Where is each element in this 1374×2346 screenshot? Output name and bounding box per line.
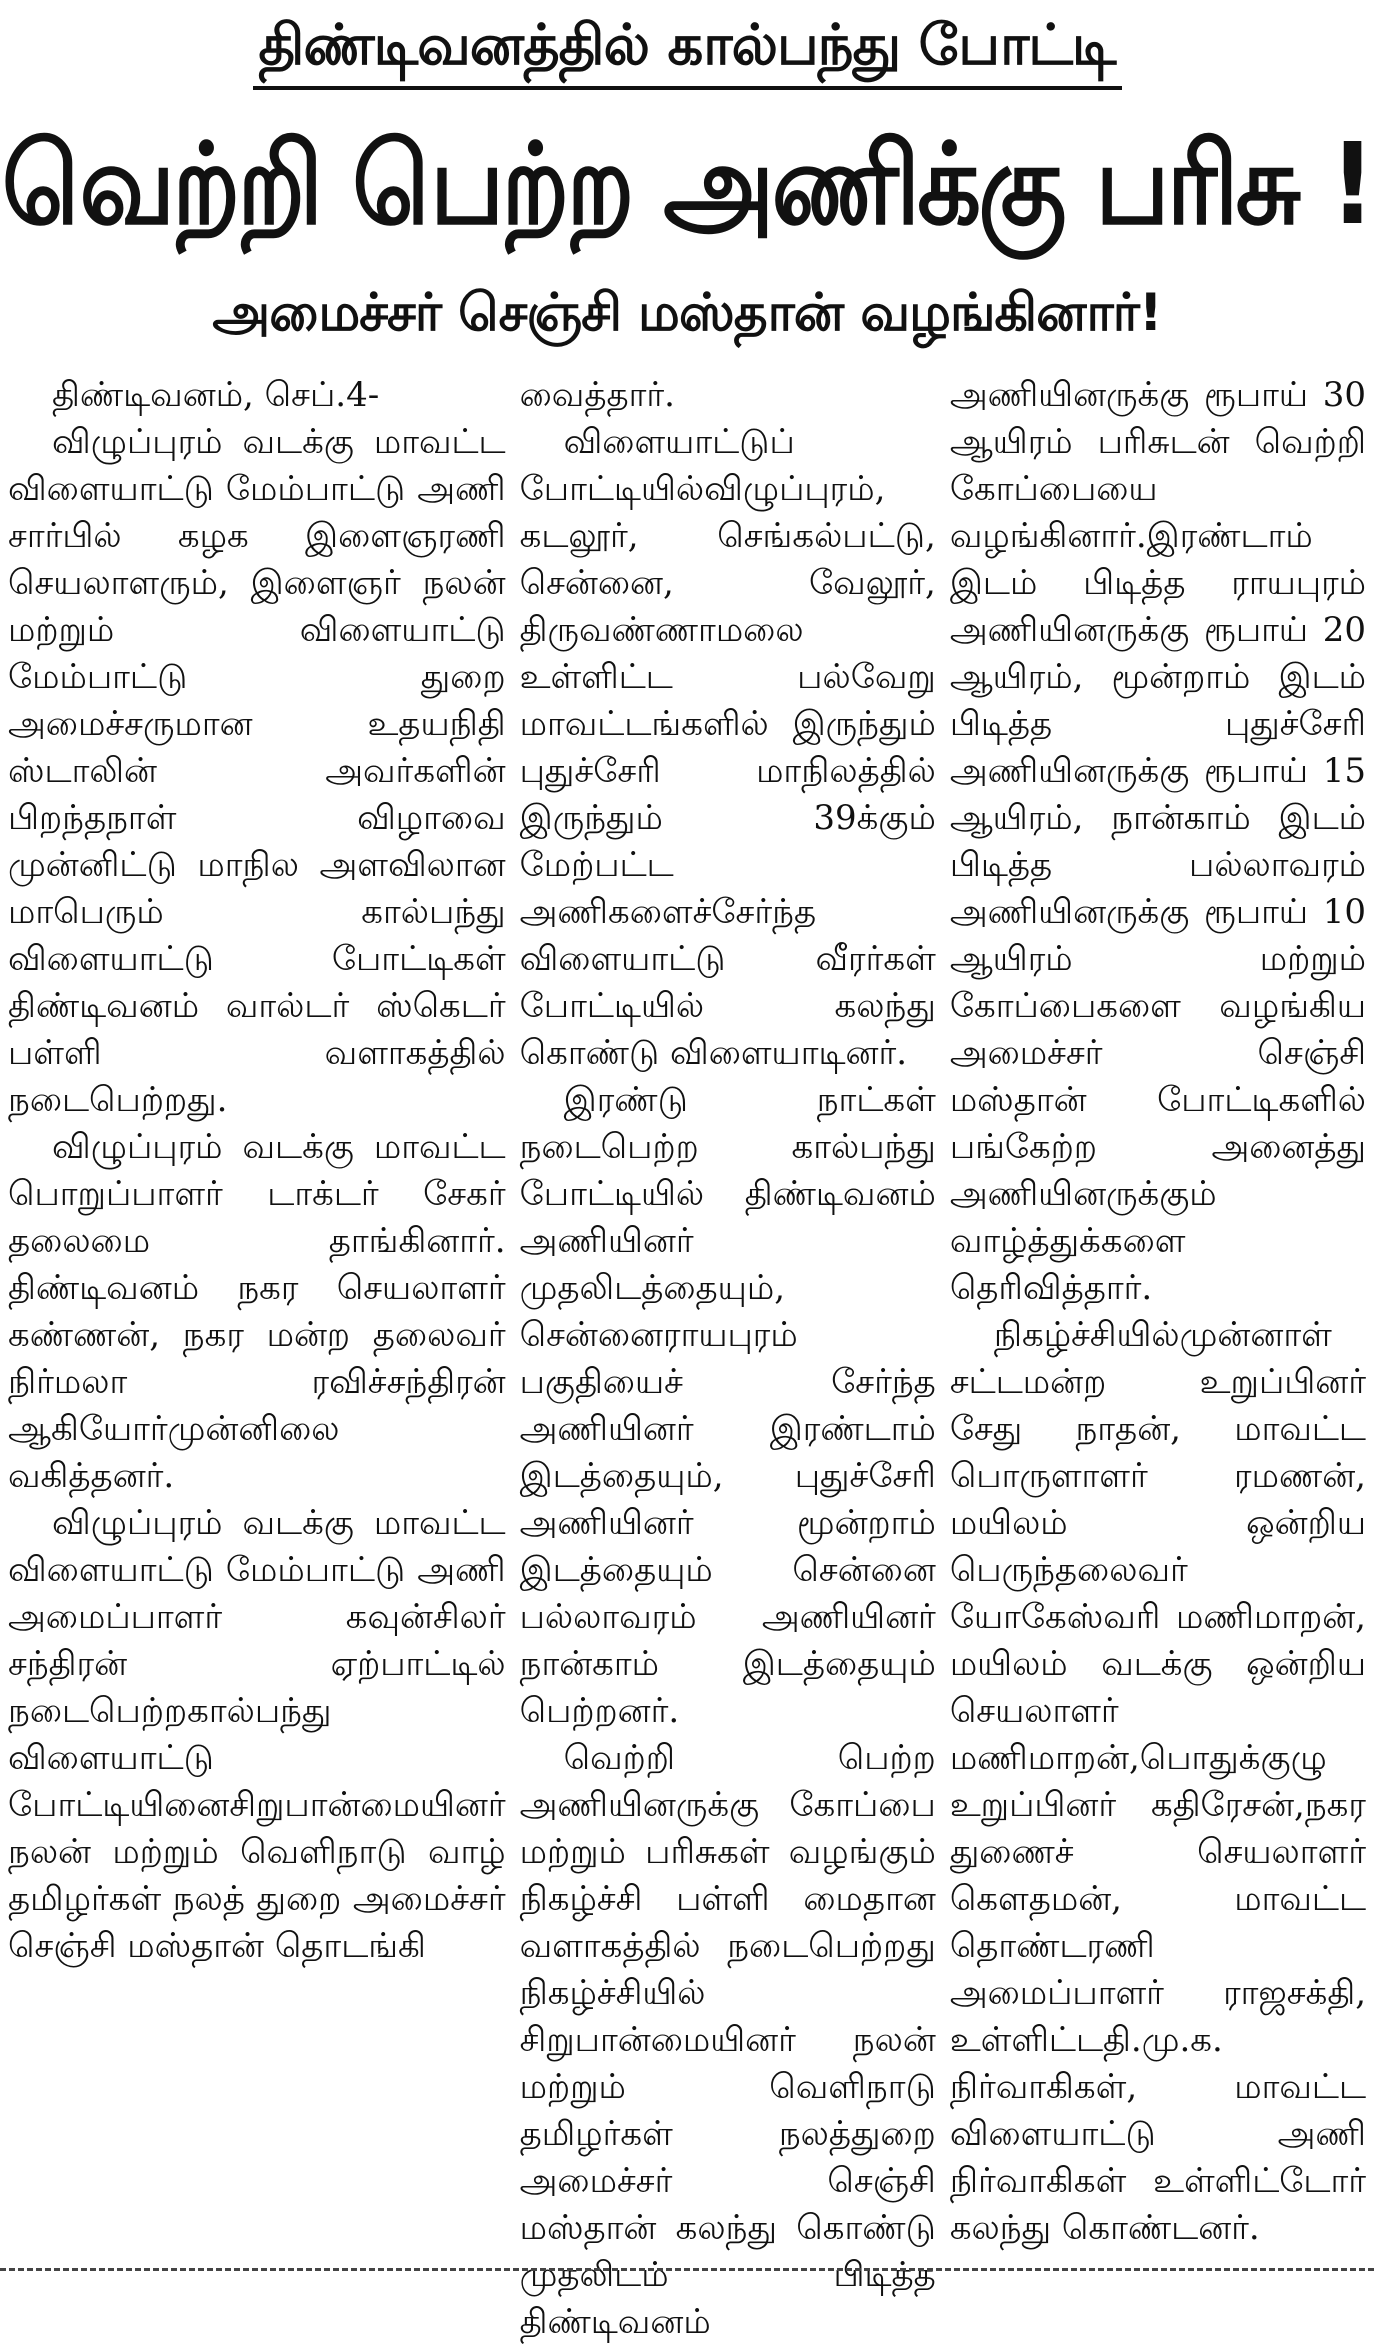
column-1 (8, 372, 506, 2252)
kicker-text: திண்டிவனத்தில் கால்பந்து போட்டி (253, 6, 1122, 90)
paragraph: வைத்தார். (519, 375, 675, 415)
article-body (8, 372, 1366, 2342)
paragraph: விழுப்புரம் வடக்கு மாவட்ட பொறுப்பாளர் டாக்டர் சேகர் தலைமை தாங்கினார். திண்டிவனம் நகர செயலாளர் கண்ணன், நகர மன்ற தலைவர் நிர்மலா ரவிச்சந்திரன் ஆகியோர்முன்னிலை வகித்தனர். (8, 1127, 506, 1496)
column-3 (950, 372, 1366, 2252)
paragraph: இரண்டு நாட்கள் நடைபெற்ற கால்பந்து போட்டியில் திண்டிவனம் அணியினர் முதலிடத்தையும், சென்னைராயபுரம் பகுதியைச் சேர்ந்த அணியினர் இரண்டாம் இடத்தையும், புதுச்சேரி அணியினர் மூன்றாம் இடத்தையும் சென்னை பல்லாவரம் அணியினர் நான்காம் இடத்தையும் பெற்றனர். (519, 1080, 936, 1731)
column-2 (519, 372, 936, 2342)
paragraph: அணியினருக்கு ரூபாய் 30 ஆயிரம் பரிசுடன் வெற்றி கோப்பையை வழங்கினார்.இரண்டாம் இடம் பிடித்த ராயபுரம் அணியினருக்கு ரூபாய் 20 ஆயிரம், மூன்றாம் இடம் பிடித்த புதுச்சேரி அணியினருக்கு ரூபாய் 15 ஆயிரம், நான்காம் இடம் பிடித்த பல்லாவரம் அணியினருக்கு ரூபாய் 10 ஆயிரம் மற்றும் கோப்பைகளை வழங்கிய அமைச்சர் செஞ்சி மஸ்தான் போட்டிகளில் பங்கேற்ற அனைத்து அணியினருக்கும் வாழ்த்துக்களை தெரிவித்தார். (949, 375, 1366, 1308)
headline: வெற்றி பெற்ற அணிக்கு பரிசு ! (1, 118, 1373, 250)
kicker-heading (0, 6, 1374, 90)
dashed-divider (0, 2268, 1374, 2271)
dateline: திண்டிவனம், செப்.4- (52, 375, 380, 415)
subheadline: அமைச்சர் செஞ்சி மஸ்தான் வழங்கினார்! (212, 283, 1162, 343)
paragraph: வெற்றி பெற்ற அணியினருக்கு கோப்பை மற்றும் பரிசுகள் வழங்கும் நிகழ்ச்சி பள்ளி மைதான வளாகத்தில் நடைபெற்றது நிகழ்ச்சியில் சிறுபான்மையினர் நலன் மற்றும் வெளிநாடு தமிழர்கள் நலத்துறை அமைச்சர் செஞ்சி மஸ்தான் கலந்து கொண்டு முதலிடம் பிடித்த திண்டிவனம் (519, 1738, 936, 2342)
paragraph: விளையாட்டுப் போட்டியில்விழுப்புரம், கடலூர், செங்கல்பட்டு, சென்னை, வேலூர், திருவண்ணாமலை உள்ளிட்ட பல்வேறு மாவட்டங்களில் இருந்தும் புதுச்சேரி மாநிலத்தில் இருந்தும் 39க்கும் மேற்பட்ட அணிகளைச்சேர்ந்த விளையாட்டு வீரர்கள் போட்டியில் கலந்து கொண்டு விளையாடினர். (519, 422, 936, 1073)
paragraph: விழுப்புரம் வடக்கு மாவட்ட விளையாட்டு மேம்பாட்டு அணி சார்பில் கழக இளைஞரணி செயலாளரும், இளைஞர் நலன் மற்றும் விளையாட்டு மேம்பாட்டு துறை அமைச்சருமான உதயநிதி ஸ்டாலின் அவர்களின் பிறந்தநாள் விழாவை முன்னிட்டு மாநில அளவிலான மாபெரும் கால்பந்து விளையாட்டு போட்டிகள் திண்டிவனம் வால்டர் ஸ்கெடர் பள்ளி வளாகத்தில் நடைபெற்றது. (8, 422, 506, 1120)
paragraph: நிகழ்ச்சியில்முன்னாள் சட்டமன்ற உறுப்பினர் சேது நாதன், மாவட்ட பொருளாளர் ரமணன், மயிலம் ஒன்றிய பெருந்தலைவர் யோகேஸ்வரி மணிமாறன், மயிலம் வடக்கு ஒன்றிய செயலாளர் மணிமாறன்,பொதுக்குழு உறுப்பினர் கதிரேசன்,நகர துணைச் செயலாளர் கௌதமன், மாவட்ட தொண்டரணி அமைப்பாளர் ராஜசக்தி, உள்ளிட்டதி.மு.க. நிர்வாகிகள், மாவட்ட விளையாட்டு அணி நிர்வாகிகள் உள்ளிட்டோர் கலந்து கொண்டனர். (949, 1315, 1366, 2248)
paragraph: விழுப்புரம் வடக்கு மாவட்ட விளையாட்டு மேம்பாட்டு அணி அமைப்பாளர் கவுன்சிலர் சந்திரன் ஏற்பாட்டில் நடைபெற்றகால்பந்து விளையாட்டு போட்டியினைசிறுபான்மையினர் நலன் மற்றும் வெளிநாடு வாழ் தமிழர்கள் நலத் துறை அமைச்சர் செஞ்சி மஸ்தான் தொடங்கி (8, 1503, 506, 1966)
